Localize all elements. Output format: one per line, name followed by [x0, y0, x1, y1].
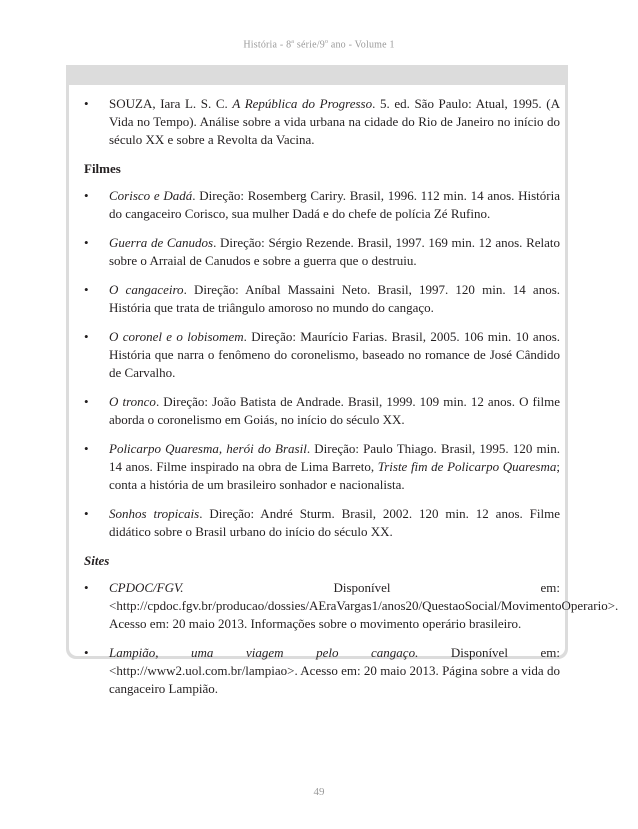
site-title: CPDOC/FGV.	[109, 580, 184, 595]
film-item	[84, 187, 560, 223]
film-description: . Direção: João Batista de Andrade. Brasil, 1999. 109 min. 12 anos. O filme aborda o coronelismo em Goiás, no início do século XX.	[109, 394, 560, 427]
bullet: •	[84, 282, 89, 297]
film-title: Sonhos tropicais	[109, 506, 200, 521]
bullet: •	[84, 506, 89, 521]
film-description-end: ; conta a história de um brasileiro sonhador e nacionalista.	[109, 459, 560, 492]
film-item	[84, 234, 560, 270]
header-prefix: História - 8	[243, 39, 292, 51]
film-title: O tronco	[109, 394, 156, 409]
header-mid: série/9	[294, 39, 325, 51]
film-title: O cangaceiro	[109, 282, 184, 297]
film-item	[84, 328, 560, 382]
header-sup-a: a	[291, 39, 295, 45]
bullet: •	[84, 96, 89, 111]
film-title: Corisco e Dadá	[109, 188, 193, 203]
film-item	[84, 281, 560, 317]
book-title-reference: Triste fim de Policarpo Quaresma	[377, 459, 557, 474]
film-description: . Direção: Aníbal Massaini Neto. Brasil, 1997. 120 min. 14 anos. História que trata de triângulo amoroso no mundo do cangaço.	[109, 282, 560, 315]
film-description: . Direção: Paulo Thiago. Brasil, 1995. 120 min. 14 anos. Filme inspirado na obra de Lima Barreto,	[109, 441, 560, 474]
site-title: Lampião, uma viagem pelo cangaço.	[109, 645, 419, 660]
bullet: •	[84, 645, 89, 660]
film-item	[84, 393, 560, 429]
film-item	[84, 440, 560, 494]
section-heading-filmes: Filmes	[84, 161, 121, 176]
book-item	[84, 95, 560, 149]
film-description: . Direção: André Sturm. Brasil, 2002. 120 min. 12 anos. Filme didático sobre o Brasil urbano do início do século XX.	[109, 506, 560, 539]
running-header	[0, 39, 638, 50]
book-description: . 5. ed. São Paulo: Atual, 1995. (A Vida no Tempo). Análise sobre a vida urbana na cidade do Rio de Janeiro no início do século XX e sobre a Revolta da Vacina.	[109, 96, 560, 147]
bullet: •	[84, 188, 89, 203]
film-title: Guerra de Canudos	[109, 235, 214, 250]
book-author: SOUZA, Iara L. S. C.	[109, 96, 233, 111]
header-sup-o: o	[324, 39, 329, 45]
film-description: . Direção: Rosemberg Cariry. Brasil, 1996. 112 min. 14 anos. História do cangaceiro Corisco, sua mulher Dadá e do chefe de polícia Zé Rufino.	[109, 188, 560, 221]
film-title: Policarpo Quaresma, herói do Brasil	[109, 441, 307, 456]
bullet: •	[84, 441, 89, 456]
site-description: Disponível em: <http://cpdoc.fgv.br/producao/dossies/AEraVargas1/anos20/QuestaoSocial/MovimentoOperario>. Acesso em: 20 maio 2013. Informações sobre o movimento operário brasileiro.	[109, 580, 619, 631]
header-suffix: ano - Volume 1	[328, 39, 395, 51]
references-list	[84, 95, 619, 709]
bullet: •	[84, 329, 89, 344]
film-description: . Direção: Maurício Farias. Brasil, 2005. 106 min. 10 anos. História que narra o fenômeno do coronelismo, baseado no romance de José Cândido de Carvalho.	[109, 329, 561, 380]
bullet: •	[84, 580, 89, 595]
page-number: 49	[313, 786, 325, 798]
site-item	[84, 579, 619, 633]
section-heading-sites: Sites	[84, 553, 110, 568]
site-description: Disponível em: <http://www2.uol.com.br/lampiao>. Acesso em: 20 maio 2013. Página sobre a vida do cangaceiro Lampião.	[109, 645, 560, 696]
bullet: •	[84, 394, 89, 409]
film-description: . Direção: Sérgio Rezende. Brasil, 1997. 169 min. 12 anos. Relato sobre o Arraial de Canudos e sobre a guerra que o destruiu.	[109, 235, 560, 268]
film-title: O coronel e o lobisomem	[109, 329, 244, 344]
site-item	[84, 644, 560, 698]
book-title: A República do Progresso	[232, 96, 373, 111]
bullet: •	[84, 235, 89, 250]
film-item	[84, 505, 560, 541]
